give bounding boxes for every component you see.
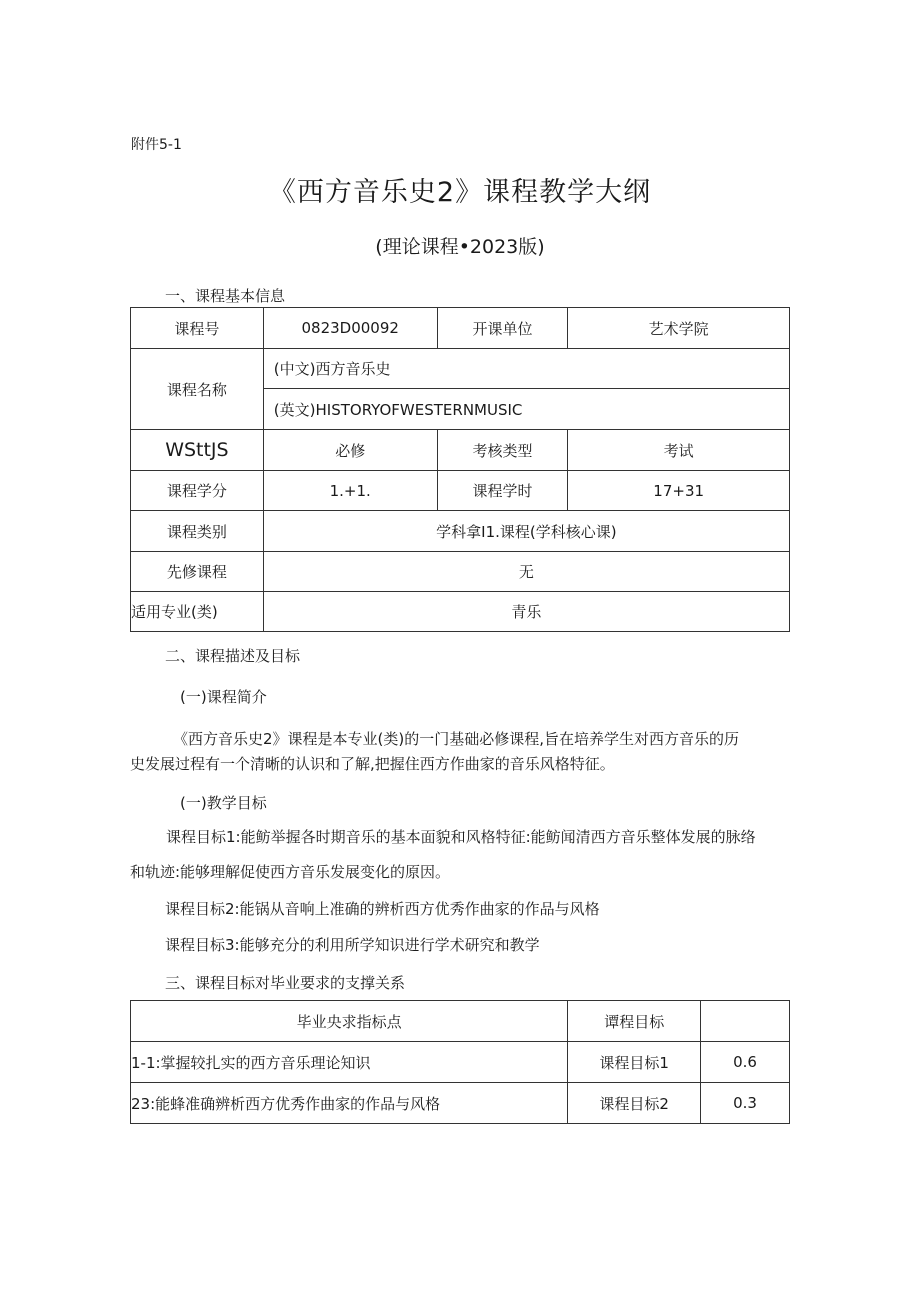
hours-value: 17+31 bbox=[568, 471, 790, 511]
table-row bbox=[131, 1083, 790, 1124]
category-value: 学科拿I1.课程(学科核心课) bbox=[263, 511, 789, 552]
section1-heading: 一、课程基本信息 bbox=[165, 287, 286, 305]
header-weight bbox=[701, 1001, 790, 1042]
course-name-label: 课程名称 bbox=[131, 349, 264, 430]
header-goal: 谭程目标 bbox=[568, 1001, 701, 1042]
course-nature-label: WSttJS bbox=[131, 430, 264, 471]
goal3: 课程目标3:能够充分的利用所学知识进行学术研究和教学 bbox=[165, 936, 540, 954]
section2-heading: 二、课程描述及目标 bbox=[165, 647, 301, 665]
prereq-label: 先修课程 bbox=[131, 552, 264, 592]
row-goal: 课程目标1 bbox=[568, 1042, 701, 1083]
attachment-label: 附件5-1 bbox=[131, 137, 182, 153]
course-no-value: 0823D00092 bbox=[263, 308, 437, 349]
hours-label: 课程学时 bbox=[437, 471, 568, 511]
course-nature-value: 必修 bbox=[263, 430, 437, 471]
header-point: 毕业央求指标点 bbox=[131, 1001, 568, 1042]
prereq-value: 无 bbox=[263, 552, 789, 592]
course-info-table bbox=[130, 307, 790, 632]
table-row bbox=[131, 1042, 790, 1083]
goal2: 课程目标2:能锅从音响上准确的辨析西方优秀作曲家的作品与风格 bbox=[165, 900, 600, 918]
goal1-line-2: 和轨迹:能够理解促使西方音乐发展变化的原因。 bbox=[130, 863, 451, 881]
row-goal: 课程目标2 bbox=[568, 1083, 701, 1124]
document-title: 《西方音乐史2》课程教学大纲 bbox=[268, 177, 652, 208]
category-label: 课程类别 bbox=[131, 511, 264, 552]
row-weight: 0.6 bbox=[701, 1042, 790, 1083]
goal1-line-1: 课程目标1:能鲂举握各时期音乐的基本面貌和风格特征:能鲂闻清西方音乐整体发展的脉络 bbox=[166, 828, 756, 846]
major-label: 适用专业(类) bbox=[131, 592, 264, 632]
row-point: 1-1:掌握较扎实的西方音乐理论知识 bbox=[131, 1042, 568, 1083]
intro-line-1: 《西方音乐史2》课程是本专业(类)的一门基础必修课程,旨在培养学生对西方音乐的历 bbox=[173, 730, 740, 748]
credit-value: 1.+1. bbox=[263, 471, 437, 511]
support-table bbox=[130, 1000, 790, 1124]
document-subtitle: (理论课程•2023版) bbox=[375, 236, 545, 258]
dept-value: 艺术学院 bbox=[568, 308, 790, 349]
row-point: 23:能蜂准确辨析西方优秀作曲家的作品与风格 bbox=[131, 1083, 568, 1124]
dept-label: 开课单位 bbox=[437, 308, 568, 349]
credit-label: 课程学分 bbox=[131, 471, 264, 511]
course-name-en: (英文)HISTORYOFWESTERNMUSIC bbox=[263, 389, 789, 430]
row-weight: 0.3 bbox=[701, 1083, 790, 1124]
intro-heading: (一)课程简介 bbox=[180, 688, 267, 706]
course-no-label: 课程号 bbox=[131, 308, 264, 349]
exam-type-label: 考核类型 bbox=[437, 430, 568, 471]
major-value: 青乐 bbox=[263, 592, 789, 632]
section3-heading: 三、课程目标对毕业要求的支撑关系 bbox=[165, 974, 406, 992]
course-name-cn: (中文)西方音乐史 bbox=[263, 349, 789, 389]
goals-heading: (一)教学目标 bbox=[180, 794, 267, 812]
exam-type-value: 考试 bbox=[568, 430, 790, 471]
intro-line-2: 史发展过程有一个清晰的认识和了解,把握住西方作曲家的音乐风格特征。 bbox=[130, 755, 615, 773]
